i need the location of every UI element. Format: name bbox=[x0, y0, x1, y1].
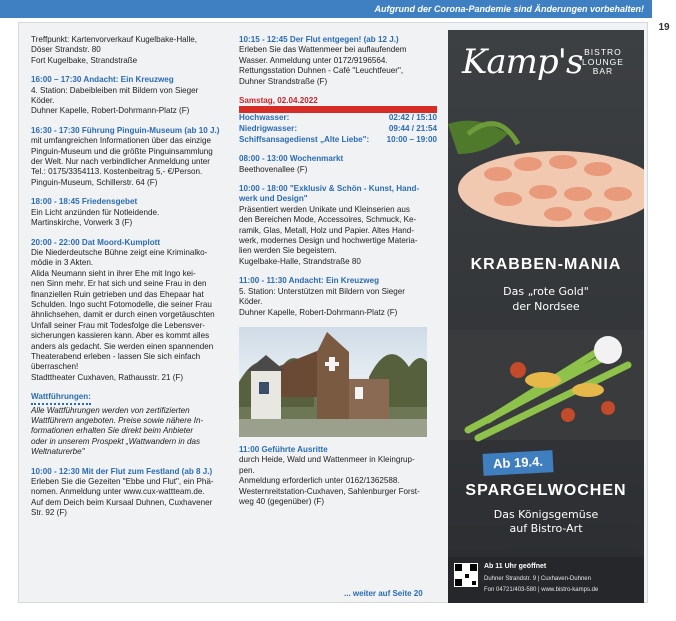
text-line: Köder. bbox=[31, 96, 55, 106]
text-line: 5. Station: Unterstützen mit Bildern von Sieger bbox=[239, 286, 406, 296]
text-line: formationen erhalten Sie direkt beim Anbieter bbox=[31, 426, 194, 436]
brand-sub-line: BAR bbox=[592, 66, 614, 76]
slogan-line: Das „rote Gold" bbox=[503, 285, 589, 298]
event-flut-entgegen bbox=[239, 35, 437, 87]
event-heading: 16:30 - 17:30 Führung Pinguin-Museum (ab 10 J.) bbox=[31, 125, 220, 135]
tide-value: 10:00 – 19:00 bbox=[386, 134, 437, 144]
slogan-line: Das Königsgemüse bbox=[493, 508, 599, 521]
text-line: Ein Licht anzünden für Notleidende. bbox=[31, 207, 160, 217]
text-line: Theaterabend erleben - lassen Sie sich einfach bbox=[31, 351, 201, 361]
text-line: Treffpunkt: Kartenvorverkauf Kugelbake-Halle, bbox=[31, 35, 198, 44]
tide-label: Hochwasser: bbox=[239, 113, 290, 123]
text-line: Erleben Sie die Gezeiten "Ebbe und Flut", ein Phä- bbox=[31, 477, 214, 487]
text-line: Die Niederdeutsche Bühne zeigt eine Kriminalko- bbox=[31, 247, 208, 257]
text-line: überraschen! bbox=[31, 362, 79, 372]
headline-spargel: SPARGELWOCHEN bbox=[465, 482, 627, 499]
text-line: weg 40 (gegenüber) (F) bbox=[239, 496, 325, 506]
tide-label: Schiffsansagedienst „Alte Liebe": bbox=[239, 134, 370, 144]
page-number: 19 bbox=[658, 22, 670, 33]
events-column-left bbox=[31, 35, 231, 528]
brand-sub-line: BISTRO bbox=[584, 47, 622, 57]
event-moord-kumplott bbox=[31, 238, 231, 384]
text-line: Wasser. Anmeldung unter 0172/9196564. bbox=[239, 55, 388, 65]
text-line: Martinskirche, Vorwerk 3 (F) bbox=[31, 218, 133, 228]
text-line: Stadttheater Cuxhaven, Rathausstr. 21 (F) bbox=[31, 372, 184, 382]
kamps-advertisement bbox=[448, 30, 644, 603]
event-intro bbox=[31, 35, 231, 66]
text-line: nen Sinn mehr. Er hat sich und seine Frau in den bbox=[31, 279, 207, 289]
text-line: mit umfangreichen Informationen über das einzige bbox=[31, 136, 211, 146]
text-line: Schulden. Ingo sucht Fotomodelle, die seiner Frau bbox=[31, 299, 212, 309]
event-wochenmarkt bbox=[239, 154, 437, 175]
text-line: Erleben Sie das Wattenmeer bei auflaufendem bbox=[239, 45, 407, 55]
text-line: Wattführern angeboten. Preise sowie nähere In- bbox=[31, 416, 204, 425]
text-line: durch Heide, Wald und Wattenmeer in Kleingrup- bbox=[239, 455, 415, 465]
brand-sub-line: LOUNGE bbox=[582, 56, 624, 67]
tide-value: 02:42 / 15:10 bbox=[388, 113, 437, 123]
text-line: Str. 92 (F) bbox=[31, 508, 67, 518]
opening-hours: Ab 11 Uhr geöffnet bbox=[484, 563, 547, 570]
corona-banner: Aufgrund der Corona-Pandemie sind Änderungen vorbehalten! bbox=[0, 0, 652, 18]
tide-label: Niedrigwasser: bbox=[239, 124, 298, 134]
brand-subtitle bbox=[582, 48, 624, 77]
event-friedensgebet bbox=[31, 197, 231, 228]
event-kreuzweg-4 bbox=[31, 75, 231, 117]
event-heading: 20:00 - 22:00 Dat Moord-Kumplott bbox=[31, 237, 161, 247]
text-line: der Welt. Nur nach verbindlicher Anmeldung unter bbox=[31, 157, 210, 167]
text-line: Döser Strandstr. 80 bbox=[31, 45, 101, 55]
text-line: werk, modernes Design und hochwertige Materia- bbox=[239, 236, 418, 246]
chapel-illustration bbox=[239, 327, 427, 437]
date-tag: Ab 19.4. bbox=[482, 450, 553, 476]
wattfuehrungen-section bbox=[31, 392, 231, 457]
text-line: sicherungen kassieren kann. Aber es kommt alles bbox=[31, 331, 210, 341]
tide-row bbox=[239, 124, 437, 135]
text-line: Beethovenallee (F) bbox=[239, 164, 308, 174]
qr-code-icon[interactable] bbox=[454, 563, 478, 587]
text-line: 4. Station: Dabeibleiben mit Bildern von Sieger bbox=[31, 85, 199, 95]
text-line: nomen. Anmeldung unter www.cux-wattteam.de. bbox=[31, 487, 205, 497]
tide-row bbox=[239, 113, 437, 124]
text-line: mödie in 3 Akten. bbox=[31, 258, 94, 268]
event-heading: 10:00 - 12:30 Mit der Flut zum Festland (ab 8 J.) bbox=[31, 466, 213, 476]
text-line: Pinguin-Museum, Schillerstr. 64 (F) bbox=[31, 177, 158, 187]
shrimp-photo bbox=[448, 114, 644, 234]
event-heading: 08:00 - 13:00 Wochenmarkt bbox=[239, 154, 344, 164]
text-line: Westernreitstation-Cuxhaven, Sahlenburger Forst- bbox=[239, 486, 420, 496]
text-line: Köder. bbox=[239, 297, 263, 307]
text-line: oder in unserem Prospekt „Wattwandern in das bbox=[31, 436, 201, 446]
event-kreuzweg-5 bbox=[239, 276, 437, 318]
event-heading: 10:00 - 18:00 "Exklusiv & Schön - Kunst, Hand-werk und Design" bbox=[239, 184, 420, 204]
brand-logo: Kamp's bbox=[462, 42, 583, 82]
text-line: Pinguin-Museum und die größte Pinguinsammlung bbox=[31, 146, 213, 156]
text-line: anders als gedacht. Sie werden einen spannenden bbox=[31, 341, 214, 351]
text-line: Duhner Kapelle, Robert-Dohrmann-Platz (F) bbox=[31, 106, 190, 116]
event-heading: 11:00 Geführte Ausritte bbox=[239, 444, 328, 454]
text-line: Weltnaturerbe" bbox=[31, 447, 85, 457]
section-heading: Wattführungen: bbox=[31, 392, 91, 404]
text-line: Fort Kugelbake, Strandstraße bbox=[31, 55, 138, 65]
text-line: Auf dem Deich beim Kursaal Duhnen, Cuxhavener bbox=[31, 497, 213, 507]
chapel-photo bbox=[239, 327, 427, 437]
asparagus-photo bbox=[448, 320, 644, 450]
text-line: Duhner Kapelle, Robert-Dohrmann-Platz (F) bbox=[239, 307, 398, 317]
continue-link[interactable]: ... weiter auf Seite 20 bbox=[344, 589, 423, 598]
text-line: Präsentiert werden Unikate und Kleinserien aus bbox=[239, 204, 410, 214]
text-line: Alida Neumann sieht in ihrer Ehe mit Ingo kei- bbox=[31, 268, 196, 278]
events-column-right bbox=[239, 35, 437, 516]
text-line: Tel.: 0175/3354113. Kostenbeitrag 5,- €/Person. bbox=[31, 167, 203, 177]
date-heading: Samstag, 02.04.2022 bbox=[239, 96, 437, 113]
event-heading: 10:15 - 12:45 Der Flut entgegen! (ab 12 J.) bbox=[239, 35, 399, 44]
text-line: ähnlichsehen, damit er durch einen vorgetäuschten bbox=[31, 310, 215, 320]
text-line: den Bereichen Mode, Accessoires, Schmuck, Ke- bbox=[239, 215, 417, 225]
tide-value: 09:44 / 21:54 bbox=[388, 124, 437, 134]
event-pinguin-museum bbox=[31, 126, 231, 188]
text-line: Alle Wattführungen werden von zertifizierten bbox=[31, 405, 190, 415]
tide-table bbox=[239, 113, 437, 145]
event-flut-festland bbox=[31, 467, 231, 519]
event-heading: 16:00 – 17:30 Andacht: Ein Kreuzweg bbox=[31, 75, 174, 85]
text-line: ramik, Glas, Metall, Holz und Papier. Altes Hand- bbox=[239, 225, 414, 235]
text-line: Kugelbake-Halle, Strandstraße 80 bbox=[239, 256, 361, 266]
text-line: finanziellen Ruin getrieben und das Ehepaar hat bbox=[31, 289, 204, 299]
headline-krabben: KRABBEN-MANIA bbox=[470, 256, 622, 273]
text-line: Anmeldung erforderlich unter 0162/1362588. bbox=[239, 476, 400, 486]
slogan-line: der Nordsee bbox=[512, 300, 580, 313]
event-heading: 18:00 - 18:45 Friedensgebet bbox=[31, 197, 138, 207]
text-line: pen. bbox=[239, 465, 255, 475]
address: Duhner Strandstr. 9 | Cuxhaven-Duhnen bbox=[484, 576, 591, 582]
text-line: Duhner Strandstraße (F) bbox=[239, 76, 328, 86]
text-line: lien werden Sie begeistern. bbox=[239, 246, 337, 256]
tide-row bbox=[239, 135, 437, 146]
ad-footer bbox=[448, 557, 644, 603]
event-ausritte bbox=[239, 445, 437, 507]
text-line: Rettungsstation Duhnen - Café "Leuchtfeuer", bbox=[239, 66, 404, 76]
slogan-line: auf Bistro-Art bbox=[509, 522, 583, 535]
event-exklusiv-schoen bbox=[239, 184, 437, 267]
contact: Fon 04721/403-580 | www.bistro-kamps.de bbox=[484, 587, 599, 593]
event-heading: 11:00 - 11:30 Andacht: Ein Kreuzweg bbox=[239, 276, 380, 286]
text-line: Unfall seiner Frau mit Todesfolge die Lebensver- bbox=[31, 320, 205, 330]
